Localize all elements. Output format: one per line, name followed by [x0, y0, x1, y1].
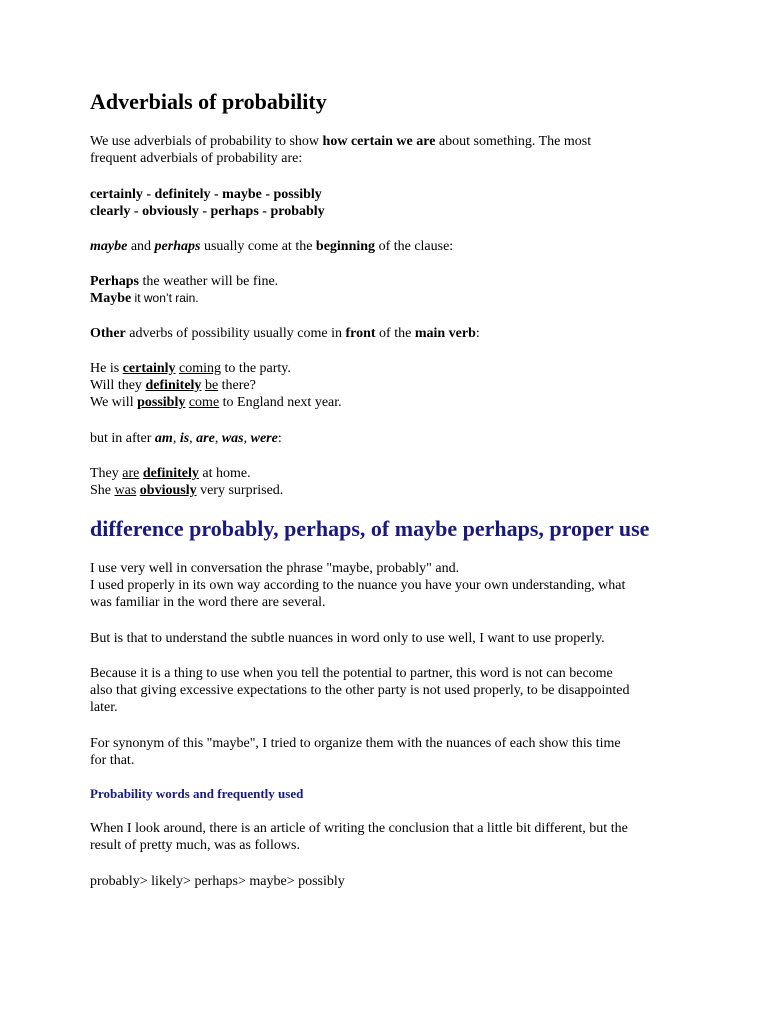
adverbials-list	[90, 186, 680, 220]
example-line: Maybe it won’t rain.	[90, 291, 199, 306]
example-line: They are definitely at home.	[90, 466, 251, 481]
paragraph-synonym: For synonym of this "maybe", I tried to organize them with the nuances of each show this time for that.	[90, 736, 621, 768]
examples-beginning	[90, 273, 680, 307]
intro-paragraph	[90, 133, 680, 167]
intro-line-2: frequent adverbials of probability are:	[90, 151, 303, 166]
paragraph-usage: I use very well in conversation the phrase "maybe, probably" and. I used properly in its own way according to the nuance you have your own understanding, what was familiar in the word there are several.	[90, 561, 626, 610]
rule-beginning: maybe and perhaps usually come at the beginning of the clause:	[90, 239, 454, 254]
paragraph-potential: Because it is a thing to use when you tell the potential to partner, this word is not can become also that giving excessive expectations to the other party is not used properly, to be disappointed later.	[90, 666, 630, 715]
section-heading: difference probably, perhaps, of maybe perhaps, proper use	[90, 516, 650, 541]
examples-main-verb	[90, 360, 680, 411]
subsection-heading: Probability words and frequently used	[90, 786, 304, 801]
adverbials-list-line-1: certainly - definitely - maybe - possibly	[90, 187, 322, 202]
example-line: We will possibly come to England next year.	[90, 395, 342, 410]
examples-be-verbs	[90, 465, 680, 499]
intro-line-1: We use adverbials of probability to show how certain we are about something. The most	[90, 134, 592, 149]
word-perhaps: perhaps	[154, 239, 201, 254]
rule-main-verb: Other adverbs of possibility usually come in front of the main verb:	[90, 326, 480, 341]
example-line: He is certainly coming to the party.	[90, 361, 291, 376]
adverbials-list-line-2: clearly - obviously - perhaps - probably	[90, 204, 325, 219]
paragraph-nuances: But is that to understand the subtle nuances in word only to use well, I want to use properly.	[90, 631, 605, 646]
rule-be-verbs: but in after am, is, are, was, were:	[90, 431, 282, 446]
example-line: Perhaps the weather will be fine.	[90, 274, 279, 289]
page-title: Adverbials of probability	[90, 89, 327, 114]
example-line: Will they definitely be there?	[90, 378, 256, 393]
paragraph-conclusion: When I look around, there is an article of writing the conclusion that a little bit different, but the result of pretty much, was as follows.	[90, 821, 628, 853]
example-line: She was obviously very surprised.	[90, 483, 284, 498]
intro-emphasis: how certain we are	[322, 134, 436, 149]
word-maybe: maybe	[90, 239, 128, 254]
probability-ranking: probably> likely> perhaps> maybe> possibly	[90, 874, 345, 889]
